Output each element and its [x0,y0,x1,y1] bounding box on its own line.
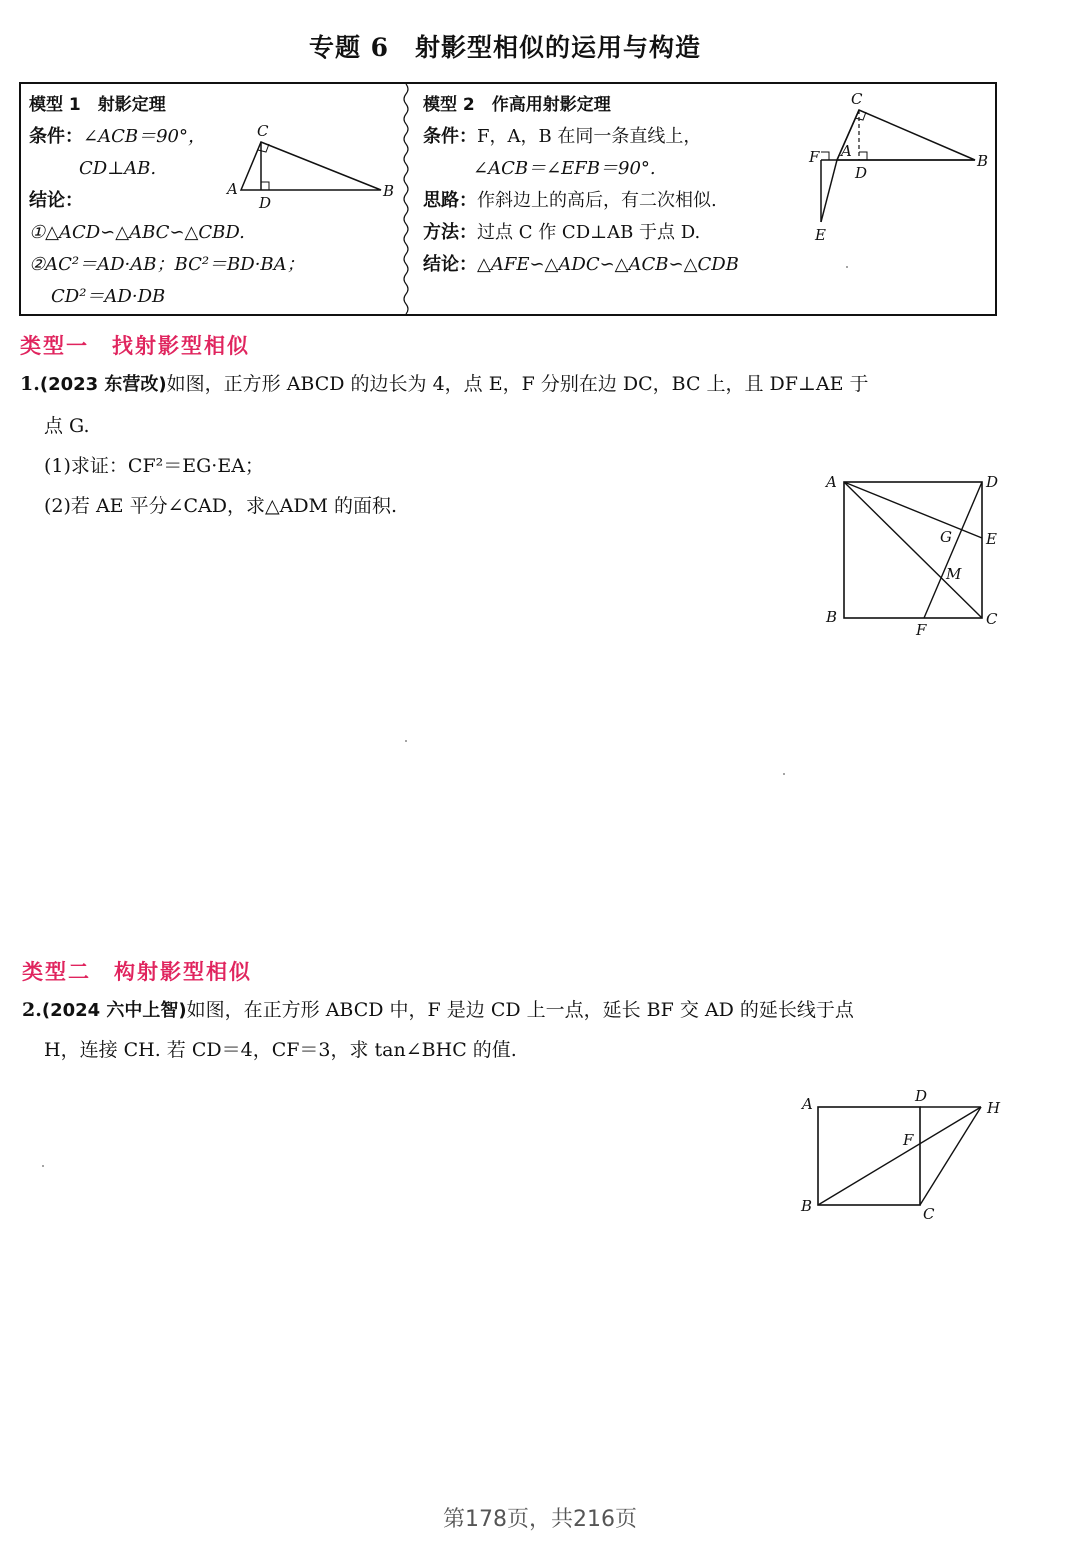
model1-cond1: ∠ACB＝90°， [83,126,206,147]
model2-concl-text: △AFE∽△ADC∽△ACB∽△CDB [477,254,739,275]
section-type-2: 类型二 构射影型相似 [22,960,252,984]
model2-concl-label: 结论： [423,254,477,275]
label-f: F [903,1131,914,1149]
section-type-1: 类型一 找射影型相似 [20,334,250,358]
model1-concl2: ②AC²＝AD·AB；BC²＝BD·BA； [29,254,305,275]
model2-idea [423,188,717,214]
page-footer: 第178页，共216页 [443,1507,637,1532]
q1-source: (2023 东营改) [39,374,167,395]
q1-text1: 如图，正方形 ABCD 的边长为 4，点 E，F 分别在边 DC，BC 上，且 DF⊥AE 于 [166,373,869,395]
q2-text1: 如图，在正方形 ABCD 中，F 是边 CD 上一点，延长 BF 交 AD 的延长线于点 [186,999,854,1021]
label-b: B [383,182,395,200]
q1-part1: (1)求证：CF²＝EG·EA； [44,455,264,477]
label-d: D [986,473,999,491]
label-e: E [815,226,826,242]
model2-cond1: F，A，B 在同一条直线上， [477,126,702,147]
model2-idea-label: 思路： [423,190,477,211]
scan-speck [42,1165,44,1167]
right-angle-f [821,152,829,160]
label-c: C [986,610,998,628]
wavy-divider [402,84,410,314]
q1-number: 1. [20,373,40,395]
model1-cond-label: 条件： [29,126,83,147]
model1-concl3: CD²＝AD·DB [51,286,166,307]
q1-figure [820,468,1010,643]
q2-number: 2. [22,999,42,1021]
model2-cond2: ∠ACB＝∠EFB＝90°. [473,158,656,179]
label-b: B [826,608,838,626]
model2-condition [423,124,701,150]
q2-text2: H，连接 CH. 若 CD＝4，CF＝3，求 tan∠BHC 的值. [44,1039,517,1061]
label-a: A [227,180,238,198]
q1-text2: 点 G. [44,415,90,437]
label-f: F [809,148,820,166]
model1-cond2: CD⊥AB. [79,158,157,179]
label-c: C [851,90,863,108]
label-f: F [916,621,927,639]
right-angle-d [859,152,867,160]
label-d: D [259,194,272,212]
label-b: B [977,152,989,170]
label-c: C [257,122,269,140]
segment-ch [920,1107,981,1205]
triangle-acb [837,110,975,160]
q2-figure [795,1085,1010,1225]
scan-speck [405,740,407,742]
q1-part2: (2)若 AE 平分∠CAD，求△ADM 的面积. [44,495,398,517]
model1-concl1: ①△ACD∽△ABC∽△CBD. [29,222,245,243]
model2-figure [789,90,994,242]
scan-speck [783,773,785,775]
label-e: E [986,530,997,548]
label-c: C [923,1205,935,1223]
model1-condition [29,124,206,150]
label-d: D [915,1087,928,1105]
line-ae [821,160,837,222]
model2-method-text: 过点 C 作 CD⊥AB 于点 D. [477,222,701,243]
model2-idea-text: 作斜边上的高后，有二次相似. [477,190,717,211]
triangle-abc [241,142,381,190]
label-a: A [802,1095,813,1113]
diagonal-ac [844,482,982,618]
label-g: G [940,528,952,546]
model1-concl-label: 结论： [29,190,83,211]
q1-line1 [20,370,868,399]
model2-conclusion [423,252,739,278]
label-b: B [801,1197,813,1215]
model-box [19,82,997,316]
model1-heading: 模型 1 射影定理 [29,95,166,115]
q2-source: (2024 六中上智) [41,1000,187,1021]
label-d: D [855,164,868,182]
segment-bh [818,1107,981,1205]
model2-cond-label: 条件： [423,126,477,147]
label-a: A [841,142,852,160]
page-title: 专题 6 射影型相似的运用与构造 [308,33,702,62]
label-m: M [946,565,962,583]
model2-method-label: 方法： [423,222,477,243]
scan-speck [846,266,848,268]
square-abcd [818,1107,920,1205]
model2-method [423,220,700,246]
segment-df [924,482,982,618]
q2-line1 [22,996,854,1025]
model2-heading: 模型 2 作高用射影定理 [423,95,611,115]
right-angle-d [261,182,269,190]
label-h: H [987,1099,1001,1117]
label-a: A [826,473,837,491]
model1-figure [221,120,401,212]
